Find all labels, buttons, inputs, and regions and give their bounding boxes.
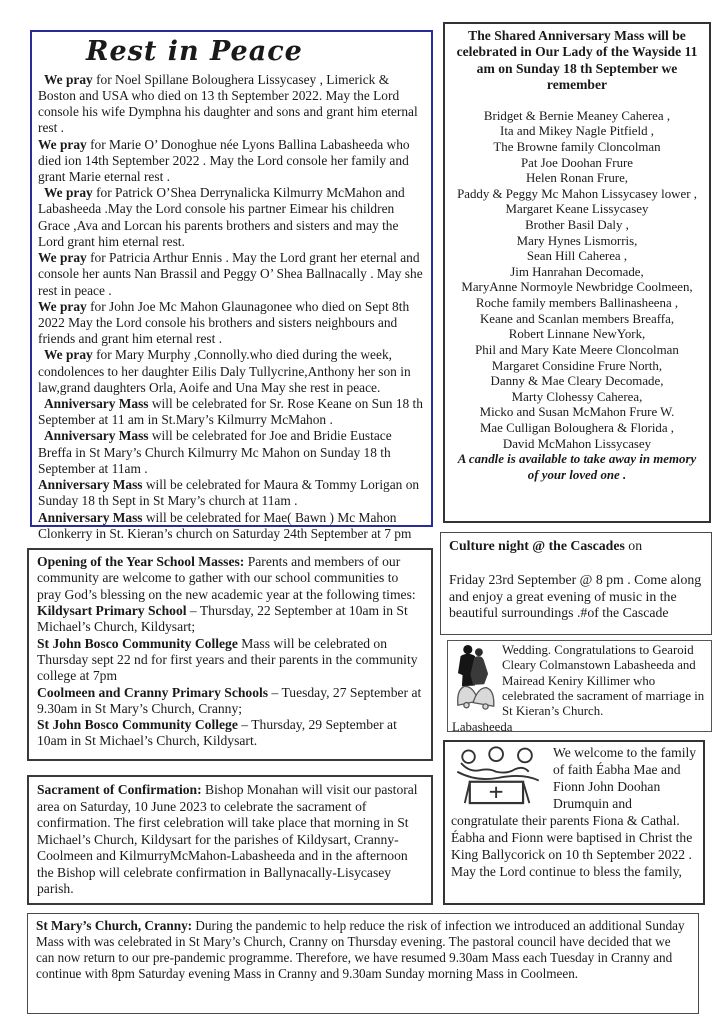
confirmation-paragraph	[37, 782, 423, 898]
wedding-text: Wedding. Congratulations to Gearoid Cleary Colmanstown Labasheeda and Mairead Keniry Killimer who celebrated the sacrament of marriage in St Kieran’s Church.	[502, 643, 705, 719]
prayer-text: for Marie O’ Donoghue née Lyons Ballina Labasheeda who died ion 14th September 2022 . May the Lord console her family and grant Marie eternal rest .	[38, 136, 410, 184]
prayer-text: for Patrick O’Shea Derrynalicka Kilmurry McMahon and Labasheeda .May the Lord console his partner Eimear his children Grace ,Ava and Lorcan his parents brothers and sisters and may the Lord grant him eternal rest.	[38, 185, 405, 249]
anniversary-text: will be celebrated for Mae( Bawn ) Mc Mahon Clonkerry in St. Kieran’s church on Saturday 24th September at 7 pm	[38, 509, 412, 541]
prayer-text: for Mary Murphy ,Connolly.who died during the week, condolences to her daughter Eilis Daly Tullycrine,Anthony her son in law,grand daughters Orla, Aoife and Una May she rest in peace.	[38, 347, 411, 395]
prayer-text: for Patricia Arthur Ennis . May the Lord grant her eternal and console her aunts Nan Brassil and Peggy O’ Shea Ballnacally . May she rest in peace .	[38, 250, 423, 298]
wedding-couple-bells-image	[452, 643, 498, 715]
shared-mass-header: The Shared Anniversary Mass will be celebrated in Our Lady of the Wayside 11 am on Sunday 18 th September we remember	[456, 28, 698, 93]
culture-night-body: Friday 23rd September @ 8 pm . Come along and enjoy a great evening of music in the beautiful surroundings .#of the Cascade	[449, 571, 702, 621]
shared-anniversary-mass-box	[443, 22, 711, 523]
st-marys-cranny-box	[27, 913, 699, 1014]
school-mass-item	[37, 636, 423, 685]
anniversary-entry	[38, 396, 424, 428]
anniversary-entry	[38, 428, 424, 477]
anniversary-text: will be celebrated for Joe and Bridie Eustace Breffa in St Mary’s Church Kilmurry Mc Mahon on Sunday 18 th September at 11am .	[38, 428, 392, 476]
rest-in-peace-box	[30, 30, 433, 541]
school-mass-item	[37, 717, 423, 750]
anniversary-entry	[38, 510, 424, 542]
wedding-caption: Labasheeda	[452, 719, 513, 734]
school-name: Kildysart Primary School	[37, 602, 187, 618]
school-mass-item	[37, 603, 423, 636]
school-name: Coolmeen and Cranny Primary Schools	[37, 684, 269, 700]
wedding-notice-box	[447, 640, 712, 732]
prayer-lead: We pray	[44, 185, 93, 201]
candle-note: A candle is available to take away in memory of your loved one .	[457, 452, 697, 482]
st-marys-heading: St Mary’s Church, Cranny:	[36, 918, 193, 933]
anniversary-lead: Anniversary Mass	[38, 477, 143, 493]
culture-night-title	[449, 538, 703, 555]
school-mass-detail: – Thursday, 29 September at 10am in St Michael’s Church, Kildysart.	[37, 717, 397, 749]
prayer-text: for Noel Spillane Boloughera Lissycasey , Limerick & Boston and USA who died on 13 th September 2022. May the Lord console his wife Dymphna his daughter and sons and grant him eternal rest .	[38, 71, 418, 136]
prayer-text: for John Joe Mc Mahon Glaunagonee who died on Sept 8th 2022 May the Lord console his brothers and sisters neighbours and friends and grant him eternal rest .	[38, 298, 410, 347]
school-masses-box	[27, 548, 433, 761]
school-mass-detail: – Tuesday, 27 September at 9.30am in St Mary’s Church, Cranny;	[37, 684, 422, 716]
st-marys-paragraph	[36, 918, 690, 982]
st-marys-text: During the pandemic to help reduce the risk of infection we introduced an additional Sunday Mass with was celebrated in St Mary’s Church, Cranny on Thursday evening. The pastoral council have decided that we can now return to our pre-pandemic programme. Therefore, we have resumed 9.30am Mass each Tuesday in Cranny and continue with 8pm Saturday evening Mass in Cranny and 9.30am Sunday morning Mass in Coolmeen.	[36, 918, 685, 982]
confirmation-box	[27, 775, 433, 905]
school-masses-intro-text: Parents and members of our community are welcome to gather with our school communities to pray God’s blessing on the new academic year at the following times:	[37, 554, 416, 602]
school-masses-intro	[37, 554, 423, 603]
anniversary-lead: Anniversary Mass	[44, 396, 149, 412]
baptism-scene-image	[451, 746, 545, 810]
prayer-lead: We pray	[38, 298, 87, 314]
prayer-lead: We pray	[44, 71, 93, 87]
culture-night-title-bold: Culture night @ the Cascades	[449, 538, 625, 553]
school-masses-heading: Opening of the Year School Masses:	[37, 554, 245, 569]
school-mass-detail: – Thursday, 22 September at 10am in St Michael’s Church, Kildysart;	[37, 602, 408, 635]
school-mass-item	[37, 685, 423, 718]
prayer-entry	[38, 299, 424, 348]
confirmation-text: Bishop Monahan will visit our pastoral area on Saturday, 10 June 2023 to celebrate the sacrament of confirmation. The first celebration will take place that morning in St Michael’s Church, Kildysart for the parishes of Kildysart, Cranny-Coolmeen and KilmurryMcMahon-Labasheeda and in the afternoon the Bishop will celebrate confirmation in Ballynacally-Lisycasey parish.	[37, 782, 418, 897]
anniversary-text: will be celebrated for Maura & Tommy Lorigan on Sunday 18 th Sept in St Mary’s church at 11am .	[38, 477, 420, 509]
prayer-lead: We pray	[38, 250, 87, 266]
prayer-entry	[38, 72, 424, 137]
prayer-entry	[38, 347, 424, 396]
baptism-text: We welcome to the family of faith Éabha Mae and Fionn John Doohan Drumquin and congratulate their parents Fiona & Cathal. Éabha and Fionn were baptised in Christ the King Ballycorick on 10 th September 2022 . May the Lord continue to bless the family,	[451, 745, 697, 879]
confirmation-heading: Sacrament of Confirmation:	[37, 782, 202, 797]
prayer-lead: We pray	[38, 136, 87, 152]
anniversary-text: will be celebrated for Sr. Rose Keane on Sun 18 th September at 11 am in St.Mary’s Kilmurry McMahon .	[38, 396, 423, 428]
remembered-names-list: Bridget & Bernie Meaney Caherea , Ita and Mikey Nagle Pitfield , The Browne family Cloncolman Pat Joe Doohan Frure Helen Ronan Frure, Paddy & Peggy Mc Mahon Lissycasey lower , Margaret Keane Lissycasey Brother Basil Daly , Mary Hynes Lismorris, Sean Hill Caherea , Jim Hanrahan Decomade, MaryAnne Normoyle Newbridge Coolmeen, Roche family members Ballinasheena , Keane and Scanlan members Breaffa, Robert Linnane NewYork, Phil and Mary Kate Meere Cloncolman Margaret Considine Frure North, Danny & Mae Cleary Decomade, Marty Clohessy Caherea, Micko and Susan McMahon Frure W. Mae Culligan Boloughera & Florida , David McMahon Lissycasey	[457, 108, 697, 451]
anniversary-lead: Anniversary Mass	[44, 428, 149, 444]
school-name: St John Bosco Community College	[37, 717, 238, 733]
school-name: St John Bosco Community College	[37, 635, 238, 651]
baptism-welcome-box	[443, 740, 705, 905]
culture-night-title-suffix: on	[624, 538, 643, 553]
prayer-entry	[38, 137, 424, 186]
prayer-entry	[38, 250, 424, 299]
prayer-lead: We pray	[44, 347, 93, 363]
prayer-entry	[38, 185, 424, 250]
anniversary-entry	[38, 477, 424, 509]
culture-night-box	[440, 532, 712, 635]
rest-in-peace-title: Rest in Peace	[86, 36, 303, 67]
school-mass-detail: Mass will be celebrated on Thursday sept 22 nd for first years and their parents in the community college at 7pm	[37, 635, 418, 684]
anniversary-lead: Anniversary Mass	[38, 509, 143, 525]
